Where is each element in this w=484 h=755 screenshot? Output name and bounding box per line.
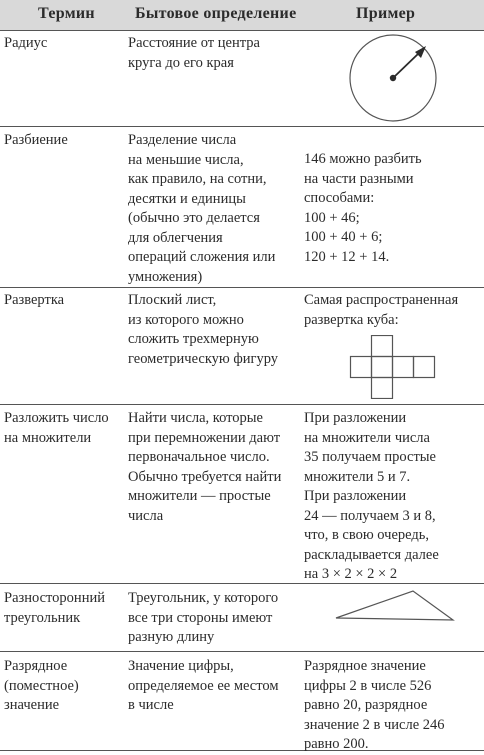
row-partition-example: 146 можно разбить на части разными способами: 100 + 46; 100 + 40 + 6; 120 + 12 + 14. (304, 151, 422, 265)
cube-net-illustration (349, 335, 437, 399)
row-partition-definition: Разделение числа на меньшие числа, как правило, на сотни, десятки и единицы (обычно это делается для облегчения операций сложения или умножения) (128, 132, 276, 285)
row-net-definition: Плоский лист, из которого можно сложить трехмерную геометрическую фигуру (128, 292, 279, 367)
circle-radius-illustration (345, 34, 441, 122)
row-place-value-example: Разрядное значение цифры 2 в числе 526 равно 20, разрядное значение 2 в числе 246 равно 200. (304, 658, 445, 752)
row-factorize-example: При разложении на множители числа 35 получаем простые множители 5 и 7. При разложении 24 — получаем 3 и 8, что, в свою очередь, раскладывается далее на 3 × 2 × 2 × 2 (304, 410, 439, 582)
row-divider (0, 651, 484, 652)
header-term: Термин (38, 5, 95, 22)
row-divider (0, 287, 484, 288)
header-example: Пример (356, 5, 416, 22)
row-divider (0, 30, 484, 31)
table-header (0, 0, 484, 30)
row-net-example: Самая распространенная развертка куба: (304, 292, 459, 328)
scalene-triangle-illustration (334, 588, 456, 622)
row-radius-term: Радиус (4, 35, 48, 51)
row-place-value-definition: Значение цифры, определяемое ее местом в числе (128, 658, 279, 713)
row-partition-term: Разбиение (4, 132, 68, 148)
row-scalene-definition: Треугольник, у которого все три стороны имеют разную длину (128, 590, 279, 645)
row-divider (0, 126, 484, 127)
row-divider (0, 404, 484, 405)
header-definition: Бытовое определение (135, 5, 297, 22)
row-place-value-term: Разрядное (поместное) значение (4, 658, 79, 713)
row-factorize-definition: Найти числа, которые при перемножении дают первоначальное число. Обычно требуется найти множители — простые числа (128, 410, 282, 524)
row-radius-definition: Расстояние от центра круга до его края (128, 35, 260, 71)
row-net-term: Развертка (4, 292, 65, 308)
row-factorize-term: Разложить число на множители (4, 410, 109, 446)
row-scalene-term: Разносторонний треугольник (4, 590, 105, 626)
